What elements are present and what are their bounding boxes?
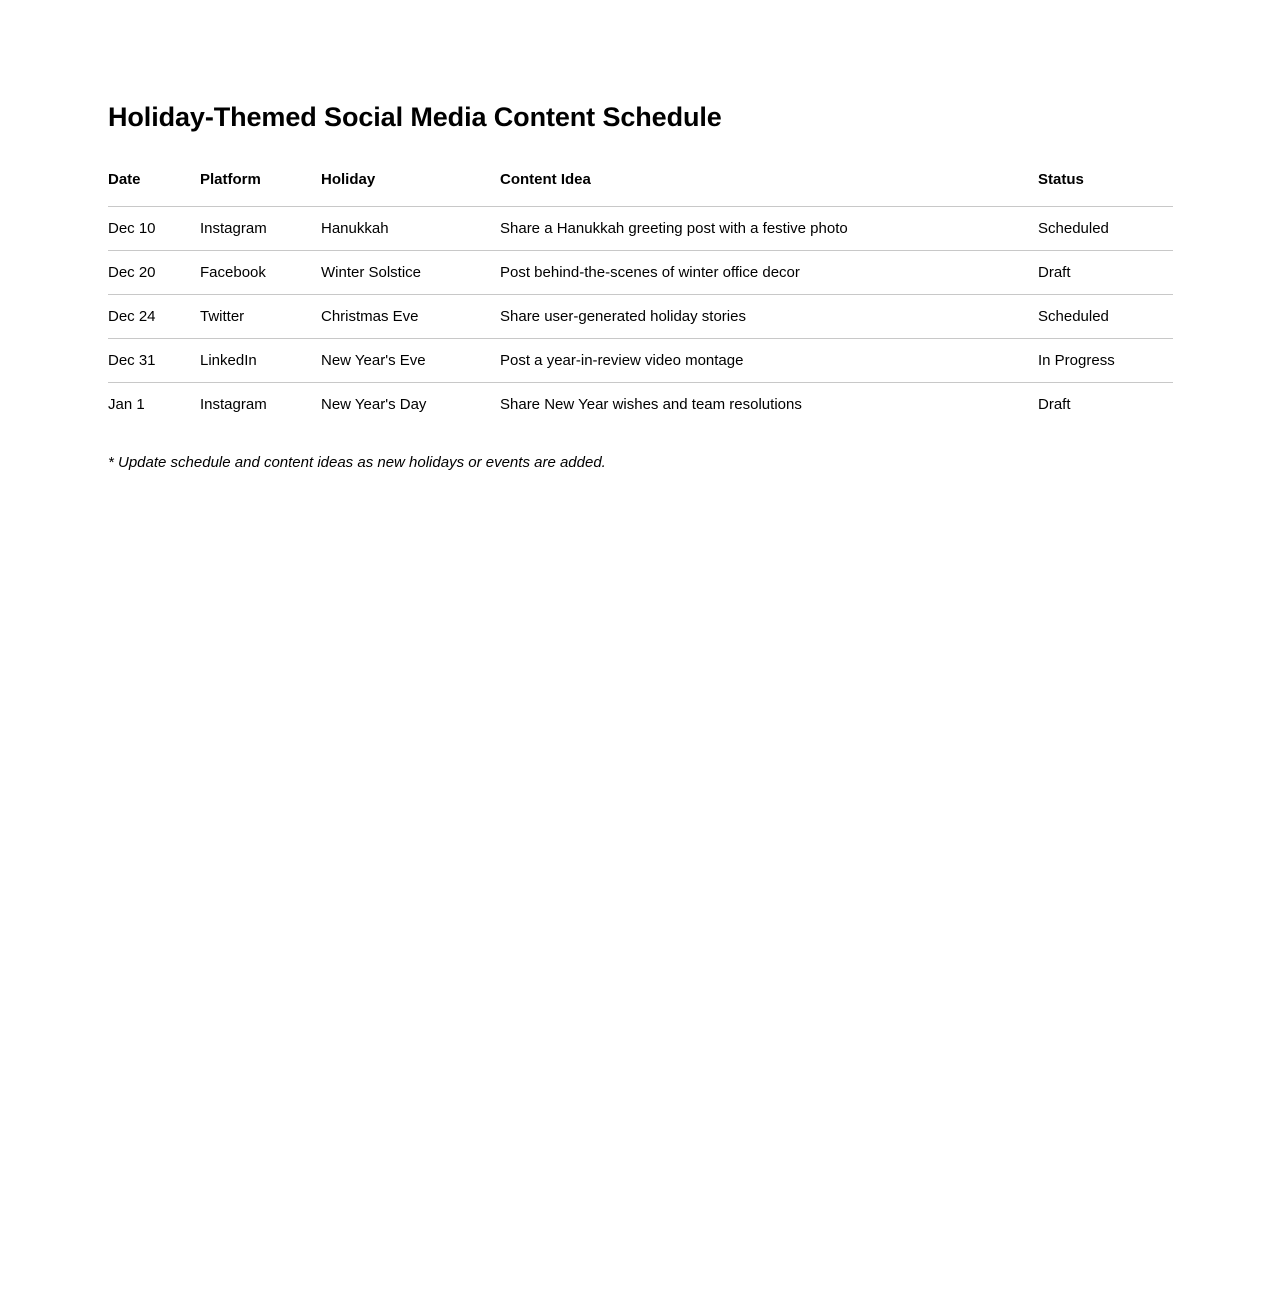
cell-date: Dec 24 <box>108 295 200 339</box>
footnote: * Update schedule and content ideas as new holidays or events are added. <box>108 454 606 471</box>
cell-holiday: Winter Solstice <box>321 251 500 295</box>
cell-date: Dec 20 <box>108 251 200 295</box>
table-row <box>108 251 1173 295</box>
cell-holiday: New Year's Day <box>321 395 427 413</box>
cell-platform: LinkedIn <box>200 339 321 383</box>
cell-platform: Instagram <box>200 395 267 413</box>
table-row <box>108 207 1173 251</box>
cell-platform: Twitter <box>200 295 321 339</box>
cell-content-idea: Share a Hanukkah greeting post with a festive photo <box>500 207 1038 251</box>
table-row <box>108 295 1173 339</box>
cell-content-idea: Post behind-the-scenes of winter office decor <box>500 251 1038 295</box>
cell-holiday: New Year's Eve <box>321 339 500 383</box>
cell-content-idea: Post a year-in-review video montage <box>500 339 1038 383</box>
cell-content-idea: Share user-generated holiday stories <box>500 295 1038 339</box>
cell-holiday: Hanukkah <box>321 207 500 251</box>
cell-status: Scheduled <box>1038 207 1173 251</box>
table-row <box>108 339 1173 383</box>
cell-date: Jan 1 <box>108 395 145 413</box>
cell-status: Draft <box>1038 251 1173 295</box>
table-header <box>108 163 1173 207</box>
column-header-holiday: Holiday <box>321 163 500 207</box>
table-body <box>108 207 1173 427</box>
cell-platform: Instagram <box>200 207 321 251</box>
cell-date: Dec 31 <box>108 339 200 383</box>
cell-status: Scheduled <box>1038 295 1173 339</box>
cell-status: Draft <box>1038 395 1071 413</box>
cell-status: In Progress <box>1038 339 1173 383</box>
content-schedule-table <box>108 163 1173 426</box>
page-title: Holiday-Themed Social Media Content Schedule <box>108 102 722 132</box>
table-row <box>108 383 1173 427</box>
document-body <box>108 100 1173 487</box>
cell-content-idea: Share New Year wishes and team resolutions <box>500 395 802 413</box>
table-header-row <box>108 163 1173 207</box>
column-header-content-idea: Content Idea <box>500 163 1038 207</box>
column-header-status: Status <box>1038 163 1173 207</box>
cell-holiday: Christmas Eve <box>321 295 500 339</box>
column-header-date: Date <box>108 163 200 207</box>
cell-platform: Facebook <box>200 251 321 295</box>
cell-date: Dec 10 <box>108 207 200 251</box>
column-header-platform: Platform <box>200 163 321 207</box>
